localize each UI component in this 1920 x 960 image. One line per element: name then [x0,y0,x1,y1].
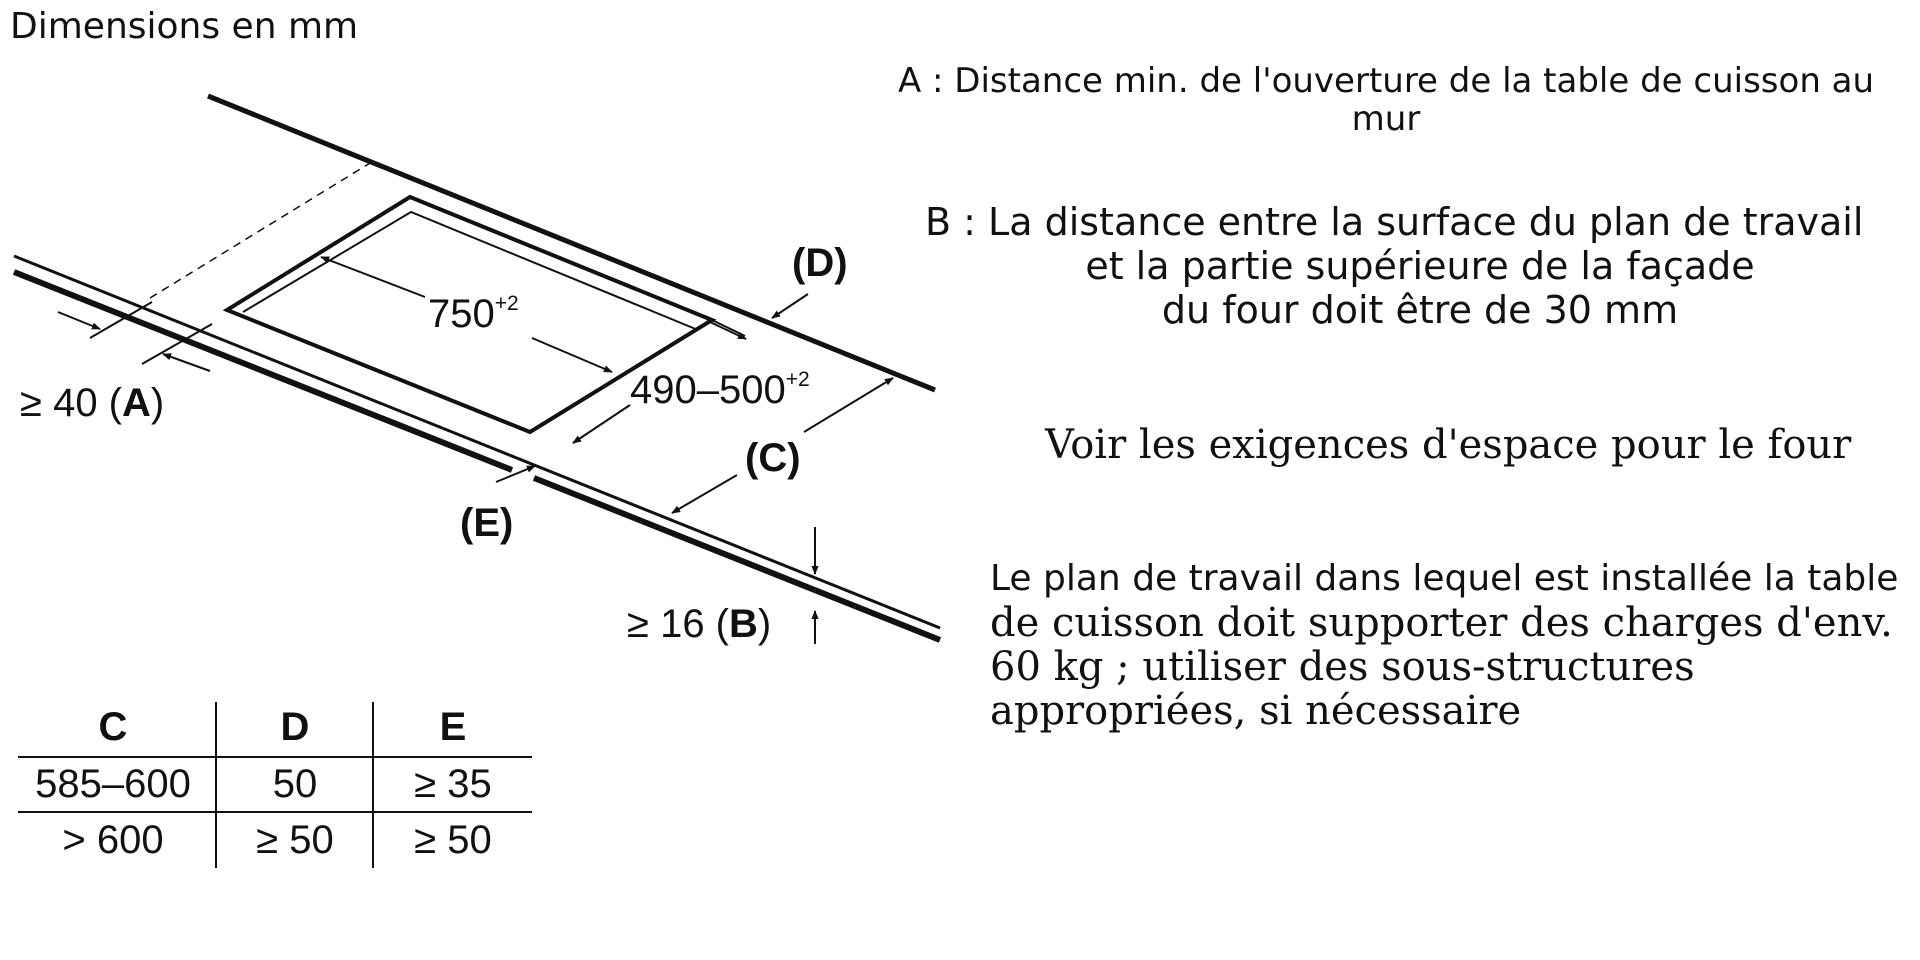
dimension-table [18,702,532,868]
depth-arrow-upper [710,322,746,339]
note-load-line: Le plan de travail dans lequel est installée la table [990,558,1899,599]
note-load-capacity [990,557,1898,733]
table-cell-r2-e: ≥ 50 [414,818,492,862]
note-oven-space: Voir les exigences d'espace pour le four [1045,422,1852,468]
width-label: $750^{+2}$ [428,292,519,336]
note-a-wall-distance [860,62,1912,138]
table-header-c: C [98,705,128,749]
note-a-line: A : Distance min. de l'ouverture de la table de cuisson au [897,61,1875,101]
label-e: (E) [460,501,514,545]
table-cell-r2-d: ≥ 50 [256,818,334,862]
c-arrow-upper [804,378,893,432]
depth-arrow-lower [573,405,630,443]
label-c: (C) [745,436,801,480]
wall-reference-dashed-line [150,160,375,298]
note-b-line: du four doit être de 30 mm [1161,288,1679,332]
note-b-line: B : La distance entre la surface du plan de travail [925,200,1864,244]
label-a: ≥ 40 (A) [20,381,165,425]
note-load-line: de cuisson doit supporter des charges d'env. [990,600,1893,646]
depth-extension-line [712,320,745,336]
table-cell-r1-c: 585–600 [35,762,191,806]
note-load-line: appropriées, si nécessaire [990,688,1522,734]
units-title: Dimensions en mm [10,6,359,47]
note-b-line: et la partie supérieure de la façade [1085,244,1755,288]
c-arrow-lower [672,475,737,513]
label-d: (D) [792,241,848,285]
a-arrow-left [58,312,100,329]
note-load-line: 60 kg ; utiliser des sous-structures [990,644,1695,690]
d-arrow [772,294,808,318]
width-arrow-left [321,257,425,297]
table-cell-r1-e: ≥ 35 [414,762,492,806]
note-a-line: mur [1351,99,1421,139]
table-header-d: D [280,705,310,749]
width-arrow-right [532,338,612,372]
table-cell-r1-d: 50 [272,762,318,806]
a-arrow-right [163,354,210,371]
table-cell-r2-c: > 600 [62,818,164,862]
depth-label: $490-500^{+2}$ [630,368,810,412]
note-b-front-distance [925,200,1915,332]
table-header-e: E [439,705,467,749]
label-b: ≥ 16 (B) [627,602,772,646]
